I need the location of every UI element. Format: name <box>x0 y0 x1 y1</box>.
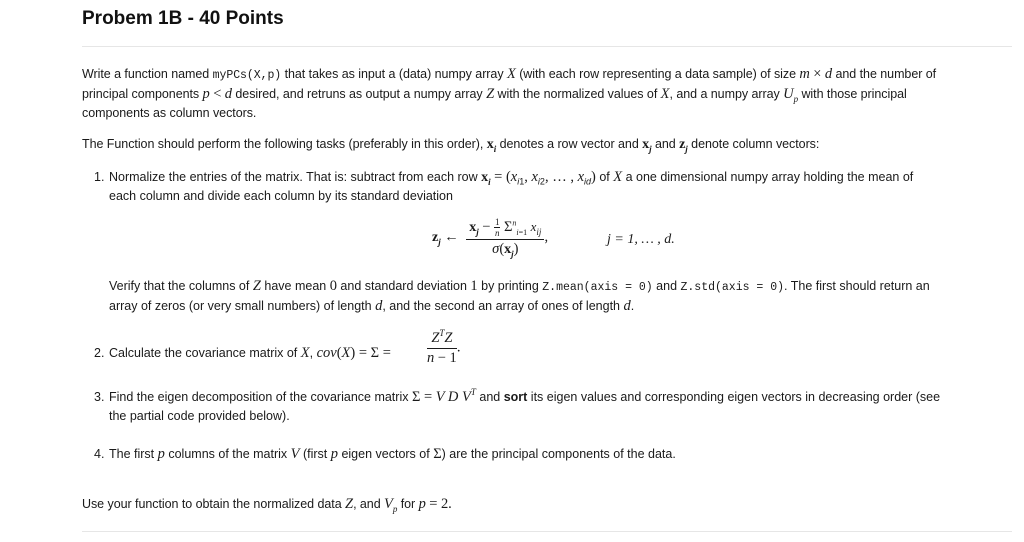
item-2-text: Calculate the covariance matrix of X, cov(X) = Σ = <box>109 345 391 361</box>
item-2-number: 2. <box>94 346 105 360</box>
function-signature: myPCs(X,p) <box>212 69 282 82</box>
item-4-number: 4. <box>94 447 105 461</box>
bottom-divider <box>82 531 1012 532</box>
closing-text: Use your function to obtain the normalized data Z, and $V_p$ for p = 2. <box>82 496 452 514</box>
normalization-equation: $z_j$ ← $x_j$ − $\frac{1}{n}$ $\Sigma^n_{i=1}$ $x_{ij}$ $\sigma(x_j)$ , <box>432 217 549 259</box>
item-3-text: Find the eigen decomposition of the covariance matrix Σ = V D $V^T$ and sort its eigen values and corresponding eigen vectors in decreasing order (see the partial code provided below). <box>109 387 941 423</box>
item-1-number: 1. <box>94 170 105 184</box>
tasks-intro: The Function should perform the following tasks (preferably in this order), $x_i$ denotes a row vector and $x_j$ and $z_j$ denote column vectors: <box>82 137 820 154</box>
math-xi: $x_i$ <box>486 137 497 154</box>
code-std: Z.std(axis = 0) <box>680 281 785 294</box>
item-3-number: 3. <box>94 390 105 404</box>
math-X: X <box>506 66 516 82</box>
item-4-text: The first p columns of the matrix V (first p eigen vectors of Σ) are the principal components of the data. <box>109 446 676 462</box>
covariance-fraction: $\frac{Z^TZ}{n - 1}$ . <box>427 328 461 366</box>
math-p-lt-d: p <box>202 86 210 102</box>
math-Z: Z <box>486 86 495 102</box>
item-1-text: Normalize the entries of the matrix. That is: subtract from each row $x_i = (x_{i1}$, $x_{i2}$, … , $x_{id}$) of X a one dimensional numpy array holding the mean of each column and divide each column by its standard deviation <box>109 169 914 203</box>
page-title: Probem 1B - 40 Points <box>82 8 284 29</box>
verify-text: Verify that the columns of Z have mean 0 and standard deviation 1 by printing Z.mean(axis = 0) and Z.std(axis = 0). The first should return an array of zeros (or very small numbers) of length d, and the second an array of ones of length d. <box>109 278 930 314</box>
math-Up: $U_p$ <box>783 86 799 104</box>
math-size: m <box>799 66 810 82</box>
index-range: j = 1, … , d. <box>607 232 675 247</box>
intro-text: Write a function named <box>82 67 213 81</box>
intro-paragraph: Write a function named myPCs(X,p) that takes as input a (data) numpy array X (with each row representing a data sample) of size m × d and the number of principal components p < d desired, and retruns as output a numpy array Z with the normalized values of X, and a numpy array $U_p$ with those principal components as column vectors. <box>82 66 937 120</box>
top-divider <box>82 46 1012 47</box>
code-mean: Z.mean(axis = 0) <box>542 281 653 294</box>
